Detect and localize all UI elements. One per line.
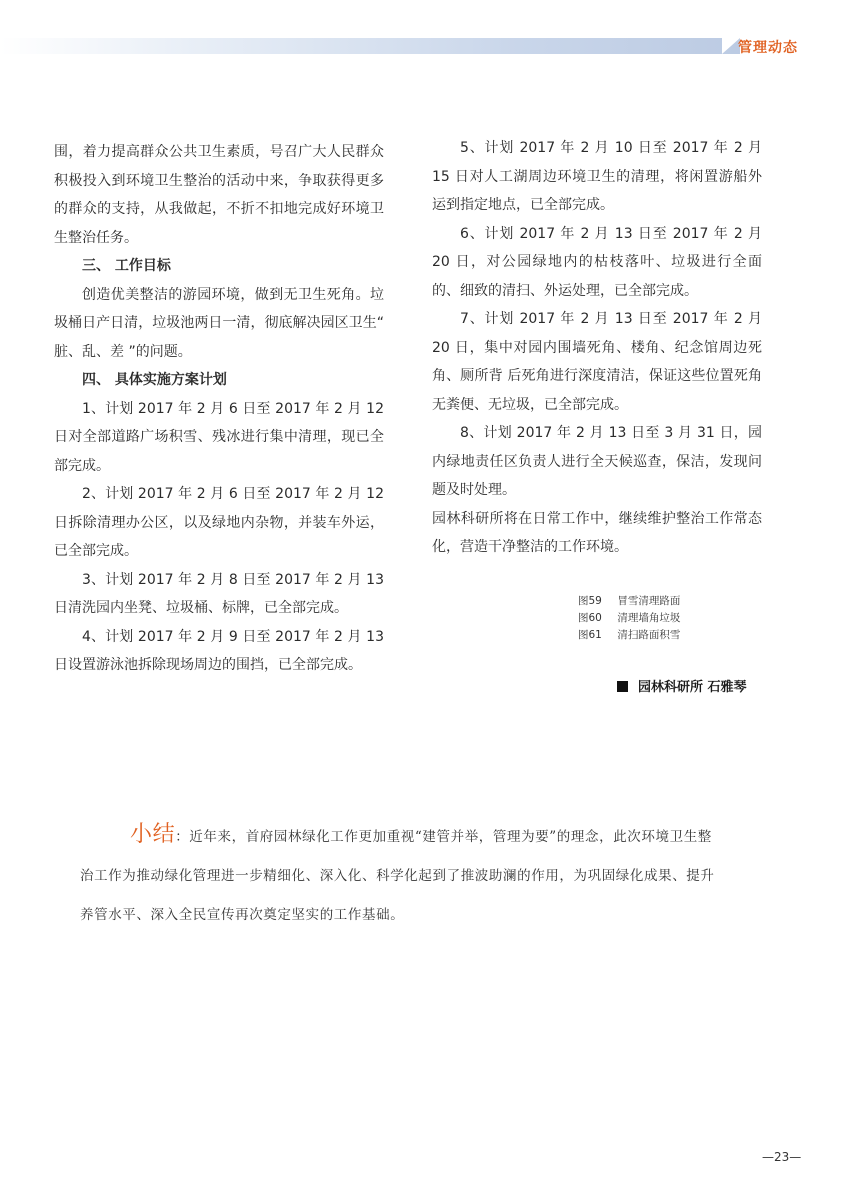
author-line xyxy=(617,676,747,695)
plan-item: 8、计划 2017 年 2 月 13 日至 3 月 31 日，园内绿地责任区负责人进行全天候巡查，保洁，发现问题及时处理。 xyxy=(432,425,762,498)
plan-item: 4、计划 2017 年 2 月 9 日至 2017 年 2 月 13 日设置游泳池拆除现场周边的围挡，已全部完成。 xyxy=(54,628,384,673)
figure-caption-text: 清扫路面积雪 xyxy=(617,629,681,641)
figure-caption xyxy=(578,610,680,627)
paragraph: 围，着力提高群众公共卫生素质，号召广大人民群众积极投入到环境卫生整治的活动中来，争取获得更多的群众的支持，从我做起，不折不扣地完成好环境卫生整治任务。 xyxy=(54,144,384,246)
figure-caption xyxy=(578,593,680,610)
figure-caption-text: 清理墙角垃圾 xyxy=(617,612,681,624)
summary-line xyxy=(80,815,760,857)
page-number: —23— xyxy=(762,1150,802,1164)
figure-caption xyxy=(578,627,680,644)
left-column xyxy=(54,138,384,680)
closing-paragraph: 园林科研所将在日常工作中，继续维护整治工作常态化，营造干净整洁的工作环境。 xyxy=(432,510,762,555)
section-heading: 四、 具体实施方案计划 xyxy=(82,372,227,388)
figure-number: 图60 xyxy=(578,612,602,624)
summary-line: 养管水平、深入全民宣传再次奠定坚实的工作基础。 xyxy=(80,907,405,923)
plan-item: 3、计划 2017 年 2 月 8 日至 2017 年 2 月 13 日清洗园内坐凳、垃圾桶、标牌，已全部完成。 xyxy=(54,571,384,616)
figure-caption-text: 冒雪清理路面 xyxy=(617,595,681,607)
section-title: 管理动态 xyxy=(738,40,798,56)
summary-line: 治工作为推动绿化管理进一步精细化、深入化、科学化起到了推波助澜的作用，为巩固绿化成果、提升 xyxy=(80,868,715,884)
right-column xyxy=(432,134,762,562)
author-name: 园林科研所 石雅琴 xyxy=(638,680,747,695)
figure-captions xyxy=(578,593,680,644)
header-band xyxy=(0,38,740,54)
section-heading: 三、 工作目标 xyxy=(82,258,171,274)
summary-text: ：近年来，首府园林绿化工作更加重视“建管并举，管理为要”的理念，此次环境卫生整 xyxy=(175,829,712,845)
figure-number: 图59 xyxy=(578,595,602,607)
plan-item: 1、计划 2017 年 2 月 6 日至 2017 年 2 月 12 日对全部道路广场积雪、残冰进行集中清理，现已全部完成。 xyxy=(54,400,384,474)
plan-item: 6、计划 2017 年 2 月 13 日至 2017 年 2 月 20 日，对公园绿地内的枯枝落叶、垃圾进行全面的、细致的清扫、外运处理，已全部完成。 xyxy=(432,225,762,299)
plan-item: 2、计划 2017 年 2 月 6 日至 2017 年 2 月 12 日拆除清理办公区，以及绿地内杂物，并装车外运，已全部完成。 xyxy=(54,486,384,559)
summary-block xyxy=(80,815,760,935)
summary-label: 小结 xyxy=(130,822,176,847)
paragraph: 创造优美整洁的游园环境，做到无卫生死角。垃圾桶日产日清，垃圾池两日一清，彻底解决园区卫生“ 脏、乱、差 ”的问题。 xyxy=(54,286,384,360)
figure-number: 图61 xyxy=(578,629,602,641)
plan-item: 7、计划 2017 年 2 月 13 日至 2017 年 2 月 20 日，集中对园内围墙死角、楼角、纪念馆周边死角、厕所背 后死角进行深度清洁，保证这些位置死角无粪便、无垃圾，已全部完成。 xyxy=(432,311,762,413)
plan-item: 5、计划 2017 年 2 月 10 日至 2017 年 2 月 15 日对人工湖周边环境卫生的清理，将闲置游船外运到指定地点，已全部完成。 xyxy=(432,140,762,213)
square-bullet-icon xyxy=(617,681,628,692)
